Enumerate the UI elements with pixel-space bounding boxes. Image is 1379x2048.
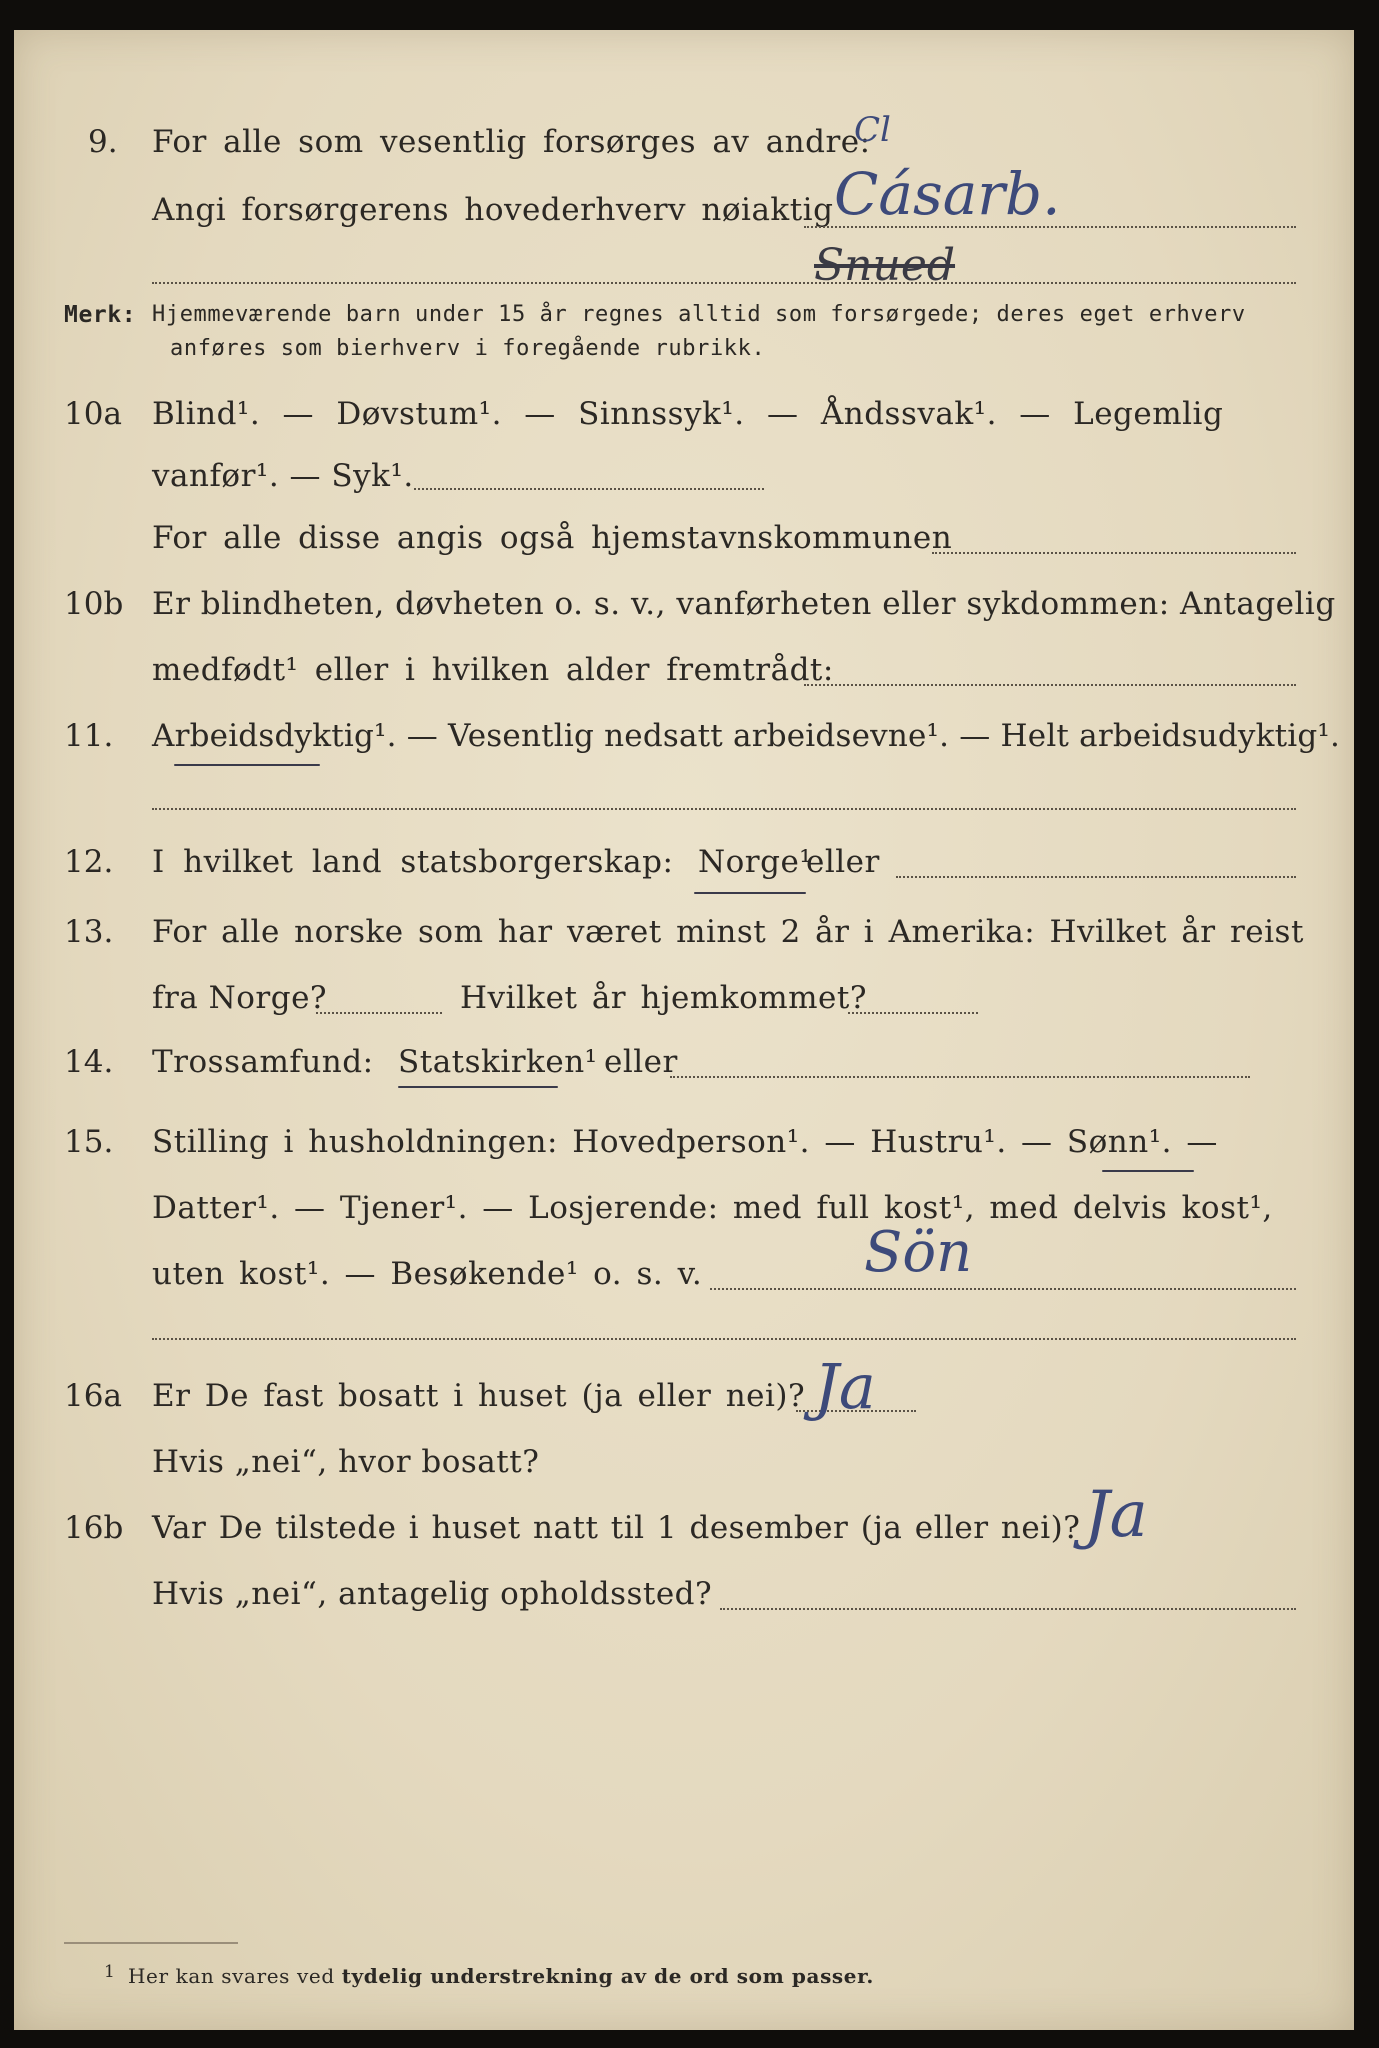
q9-line2: Angi forsørgerens hovederhverv nøiaktig	[152, 192, 834, 228]
q10a-syk-line	[414, 488, 764, 490]
q15-answer-line-2	[152, 1338, 1296, 1340]
merk-line1: Hjemmeværende barn under 15 år regnes alltid som forsørgede; deres eget erhverv	[152, 302, 1246, 327]
q15-line3: uten kost¹. — Besøkende¹ o. s. v.	[152, 1256, 703, 1292]
q12-eller: eller	[806, 844, 880, 880]
q11-line1: Arbeidsdyktig¹. — Vesentlig nedsatt arbeidsevne¹. — Helt arbeidsudyktig¹.	[152, 718, 1341, 754]
q15-line2: Datter¹. — Tjener¹. — Losjerende: med full kost¹, med delvis kost¹,	[152, 1190, 1273, 1226]
q16a-number: 16a	[64, 1378, 122, 1414]
q11-answer-line	[152, 808, 1296, 810]
merk-line2: anføres som bierhverv i foregående rubrikk.	[170, 336, 766, 361]
q15-line1: Stilling i husholdningen: Hovedperson¹. — Hustru¹. — Sønn¹. —	[152, 1124, 1218, 1160]
footnote-rule	[64, 1942, 238, 1944]
q9-number: 9.	[88, 124, 118, 160]
q10b-line1: Er blindheten, døvheten o. s. v., vanførheten eller sykdommen: Antagelig	[152, 586, 1336, 622]
q10b-number: 10b	[64, 586, 124, 622]
q10a-line3: For alle disse angis også hjemstavnskommunen	[152, 520, 953, 556]
q13-hjemkommet-line	[848, 1012, 978, 1014]
q9-answer-struck: Snued	[814, 240, 956, 291]
q16a-answer: Ja	[814, 1350, 876, 1423]
q14-statskirken-underline	[398, 1086, 558, 1088]
q13-number: 13.	[64, 914, 114, 950]
q11-number: 11.	[64, 718, 114, 754]
q10a-hjemstavn-line	[932, 552, 1296, 554]
q16b-answer: Ja	[1084, 1478, 1148, 1552]
merk-label: Merk:	[64, 302, 137, 328]
q15-answer: Sön	[864, 1220, 973, 1285]
q16b-line2: Hvis „nei“, antagelig opholdssted?	[152, 1576, 713, 1612]
q13-line2a: fra Norge?	[152, 980, 328, 1016]
q10a-number: 10a	[64, 396, 122, 432]
q13-line2b: Hvilket år hjemkommet?	[460, 980, 867, 1016]
q15-number: 15.	[64, 1124, 114, 1160]
census-form-page	[14, 30, 1354, 2030]
q14-number: 14.	[64, 1044, 114, 1080]
q10b-line2: medfødt¹ eller i hvilken alder fremtrådt:	[152, 652, 834, 688]
q16b-line1: Var De tilstede i huset natt til 1 desember (ja eller nei)?	[152, 1510, 1081, 1546]
q9-answer-line-2	[152, 282, 1296, 284]
q9-line1: For alle som vesentlig forsørges av andre:	[152, 124, 871, 160]
q9-answer-top: Cl	[854, 110, 891, 150]
footnote-mark: 1	[104, 1962, 116, 1982]
q9-answer: Cásarb.	[834, 160, 1061, 228]
q10a-line1: Blind¹. — Døvstum¹. — Sinnssyk¹. — Åndssvak¹. — Legemlig	[152, 396, 1224, 432]
q16b-answer-line	[720, 1608, 1296, 1610]
q14-answer-line	[670, 1076, 1250, 1078]
q15-answer-line	[710, 1288, 1296, 1290]
q16b-number: 16b	[64, 1510, 124, 1546]
q13-reist-line	[316, 1012, 442, 1014]
q14-statskirken: Statskirken¹	[398, 1044, 598, 1080]
q12-number: 12.	[64, 844, 114, 880]
q12-norge: Norge¹	[698, 844, 813, 880]
footnote-text-plain: Her kan svares ved	[128, 1964, 335, 1988]
q12-norge-underline	[694, 892, 806, 894]
q16a-line1: Er De fast bosatt i huset (ja eller nei)?	[152, 1378, 806, 1414]
footnote-text	[128, 1964, 874, 1988]
q12-answer-line	[896, 876, 1296, 878]
q11-arbeidsdyktig-underline	[174, 764, 320, 766]
q10a-line2: vanfør¹. — Syk¹.	[152, 458, 414, 494]
footnote-text-bold: tydelig understrekning av de ord som passer.	[341, 1964, 874, 1988]
q16a-line2: Hvis „nei“, hvor bosatt?	[152, 1444, 540, 1480]
q15-sonn-underline	[1102, 1170, 1194, 1172]
q12-line1: I hvilket land statsborgerskap:	[152, 844, 674, 880]
q13-line1: For alle norske som har været minst 2 år i Amerika: Hvilket år reist	[152, 914, 1304, 950]
q10b-answer-line	[804, 684, 1296, 686]
q14-label: Trossamfund:	[152, 1044, 374, 1080]
q14-eller: eller	[604, 1044, 678, 1080]
